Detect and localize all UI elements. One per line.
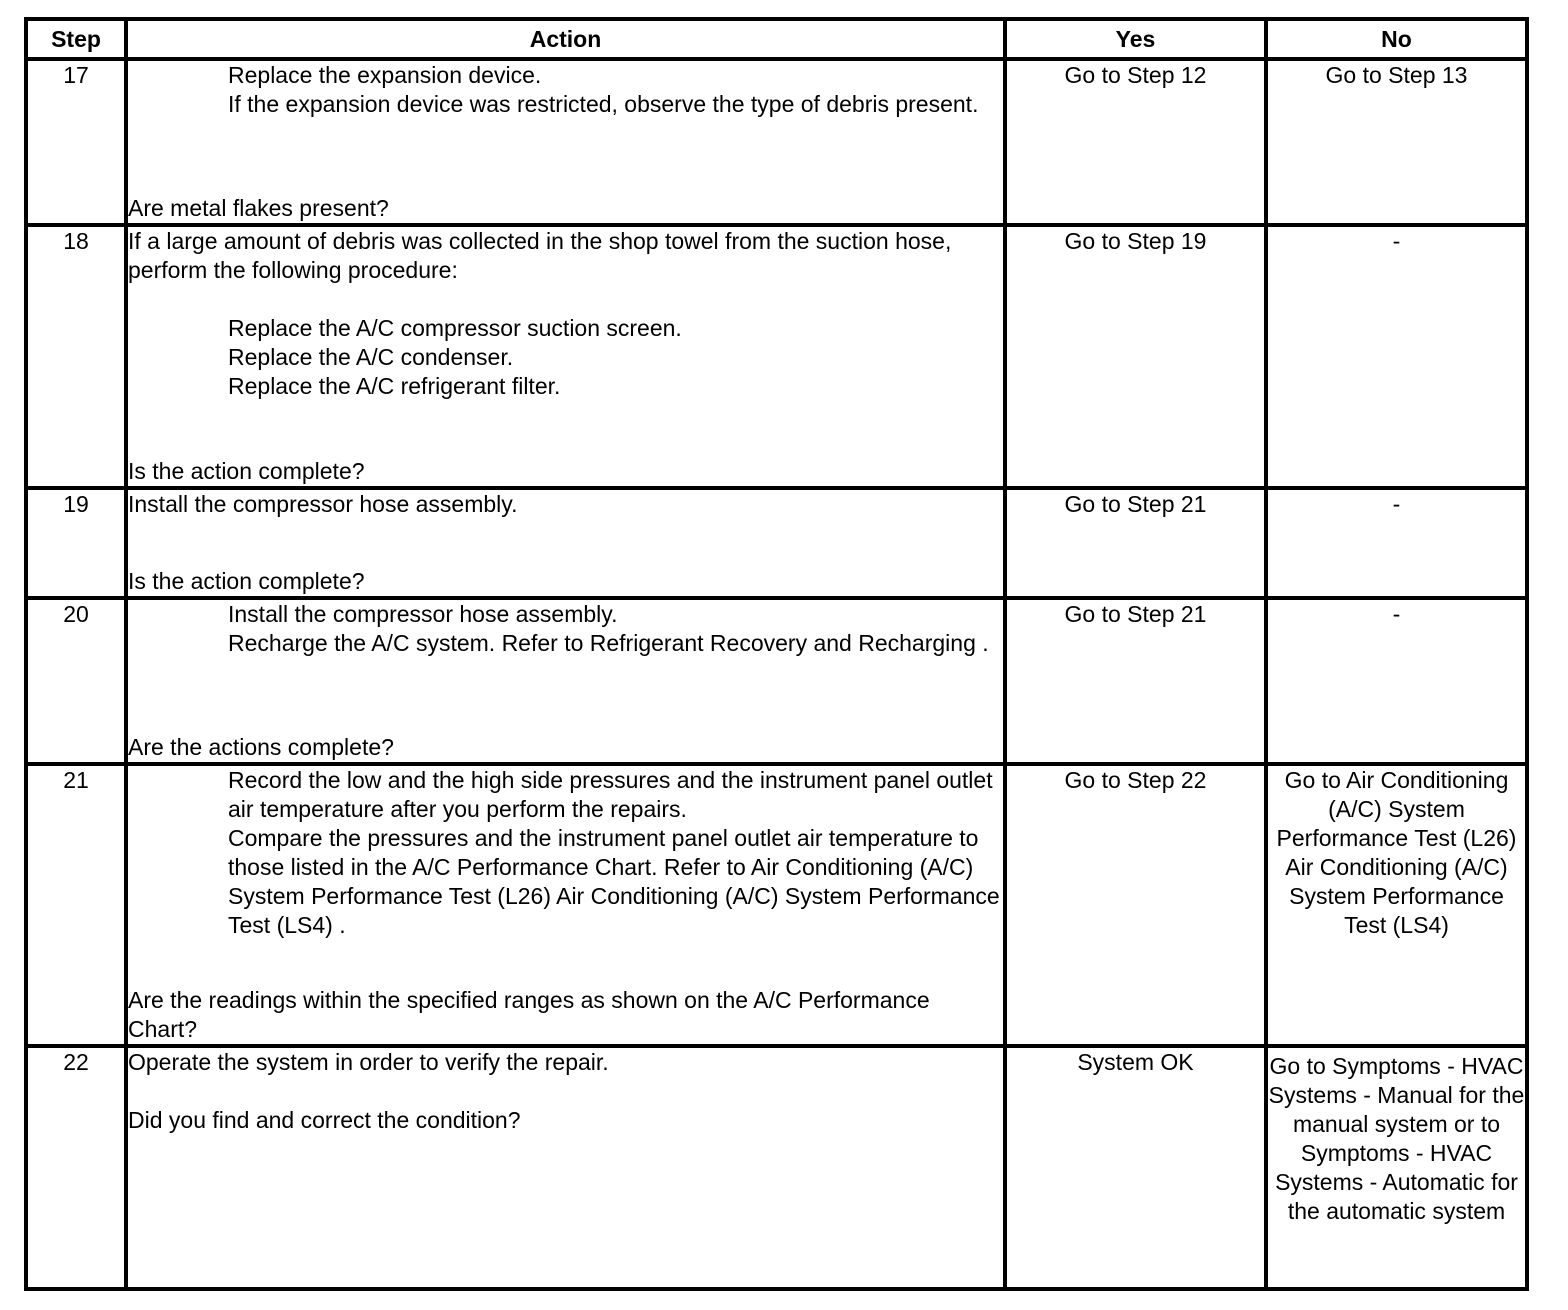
no-cell: - [1266,488,1527,598]
no-cell: - [1266,598,1527,764]
action-cell [126,488,1005,598]
header-step: Step [26,19,126,59]
action-cell [126,764,1005,1046]
step-number: 22 [26,1046,126,1289]
no-cell: Go to Step 13 [1266,59,1527,225]
table-row [26,488,1527,598]
action-line: Recharge the A/C system. Refer to Refrigerant Recovery and Recharging . [228,630,989,656]
table-row [26,1046,1527,1289]
header-yes: Yes [1005,19,1266,59]
header-no: No [1266,19,1527,59]
action-cell [126,225,1005,488]
action-line: Replace the A/C compressor suction screen. [228,315,682,341]
action-line: Replace the A/C refrigerant filter. [228,373,561,399]
step-number: 19 [26,488,126,598]
diagnostic-table [24,17,1529,1291]
action-line: Install the compressor hose assembly. [228,601,618,627]
step-number: 21 [26,764,126,1046]
action-line: Compare the pressures and the instrument panel outlet air temperature to those listed in the A/C Performance Chart. Refer to Air Conditioning (A/C) System Performance Test (L26) Air Conditioning (A/C) System Performance Test (LS4) . [228,825,1000,938]
action-question: Are the readings within the specified ranges as shown on the A/C Performance Chart? [128,987,930,1042]
yes-cell: Go to Step 21 [1005,598,1266,764]
action-question: Is the action complete? [128,458,365,484]
action-intro: If a large amount of debris was collected in the shop towel from the suction hose, perform the following procedure: [128,228,952,283]
action-cell [126,59,1005,225]
yes-cell: Go to Step 12 [1005,59,1266,225]
action-line: Replace the A/C condenser. [228,344,514,370]
action-cell [126,598,1005,764]
yes-cell: Go to Step 19 [1005,225,1266,488]
table-row [26,59,1527,225]
action-question: Is the action complete? [128,568,365,594]
action-question: Are the actions complete? [128,734,394,760]
step-number: 18 [26,225,126,488]
step-number: 17 [26,59,126,225]
yes-cell: Go to Step 21 [1005,488,1266,598]
action-intro: Install the compressor hose assembly. [128,491,518,517]
header-action: Action [126,19,1005,59]
action-line: If the expansion device was restricted, observe the type of debris present. [228,91,979,117]
action-question: Did you find and correct the condition? [128,1107,521,1133]
no-cell: - [1266,225,1527,488]
header-row [26,19,1527,59]
no-cell: Go to Air Conditioning (A/C) System Performance Test (L26) Air Conditioning (A/C) System Performance Test (LS4) [1266,764,1527,1046]
step-number: 20 [26,598,126,764]
no-cell: Go to Symptoms - HVAC Systems - Manual for the manual system or to Symptoms - HVAC Systems - Automatic for the automatic system [1266,1046,1527,1289]
table-row [26,764,1527,1046]
yes-cell: System OK [1005,1046,1266,1289]
action-question: Are metal flakes present? [128,195,389,221]
action-line: Replace the expansion device. [228,62,542,88]
table-row [26,225,1527,488]
action-cell [126,1046,1005,1289]
action-intro: Operate the system in order to verify the repair. [128,1049,609,1075]
table-row [26,598,1527,764]
action-line: Record the low and the high side pressures and the instrument panel outlet air temperature after you perform the repairs. [228,767,993,822]
yes-cell: Go to Step 22 [1005,764,1266,1046]
